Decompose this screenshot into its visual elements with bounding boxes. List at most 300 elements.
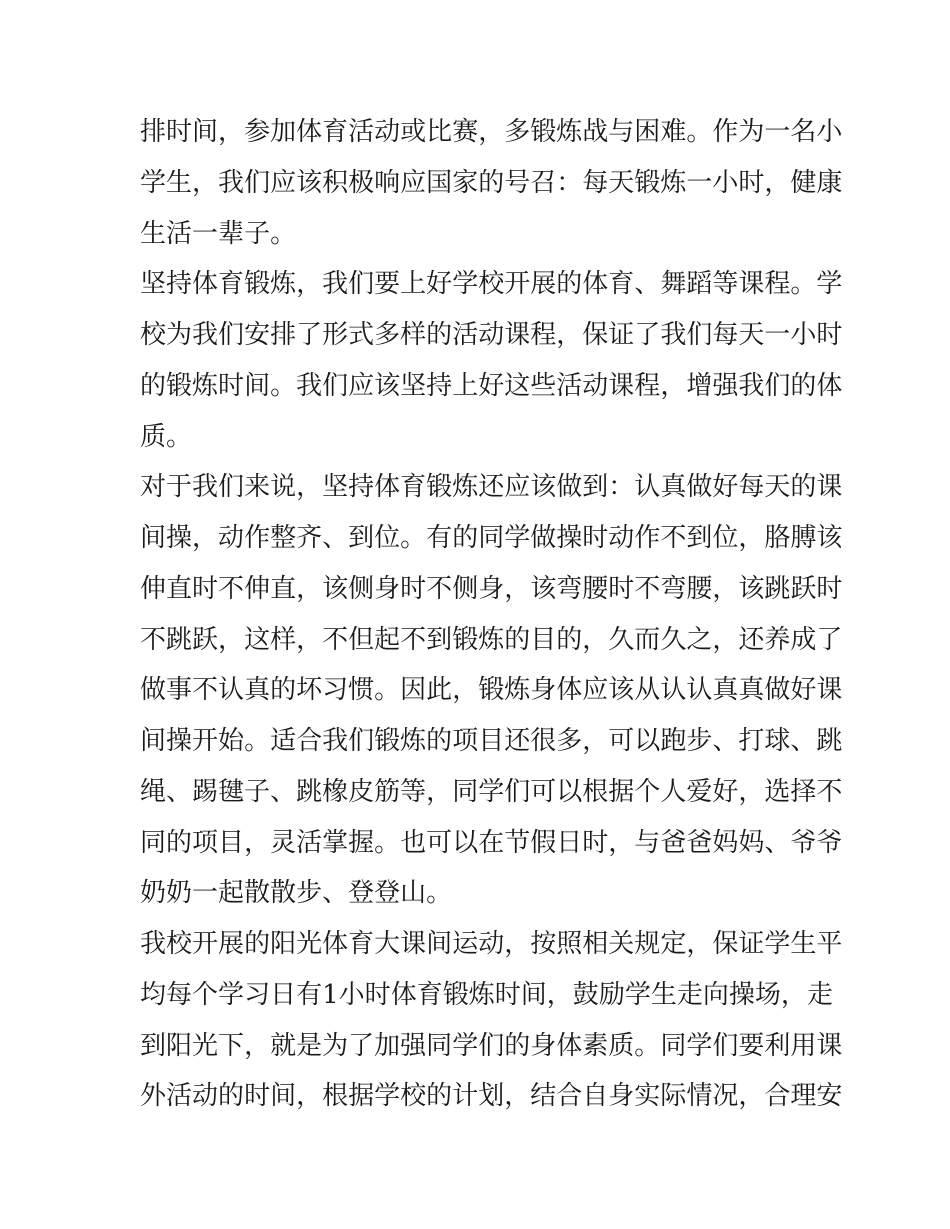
text-glyph: 锻 [374, 726, 401, 756]
text-glyph: 对 [140, 472, 167, 503]
text-glyph: 时 [816, 320, 843, 350]
text-glyph: 锻 [426, 472, 453, 503]
text-glyph: 跃 [192, 624, 219, 655]
text-glyph: 根 [582, 776, 609, 807]
text-glyph: 间 [192, 117, 219, 147]
text-glyph: 。 [270, 218, 297, 249]
text-glyph: 球 [764, 726, 791, 756]
text-glyph: ， [686, 929, 713, 959]
text-glyph: 起 [218, 878, 245, 909]
text-glyph: 一 [192, 218, 219, 249]
text-glyph: 到 [686, 523, 713, 553]
text-line [140, 310, 843, 361]
text-glyph: 为 [322, 1030, 349, 1061]
text-glyph: 生 [650, 979, 677, 1010]
text-line [140, 665, 843, 716]
text-glyph: ， [244, 1030, 271, 1061]
text-glyph: 而 [634, 624, 661, 655]
text-glyph: 的 [140, 370, 167, 401]
text-glyph: 战 [582, 117, 609, 147]
text-glyph: 好 [790, 675, 817, 706]
text-glyph: 为 [738, 117, 765, 147]
text-glyph: 了 [296, 320, 323, 350]
text-glyph: 久 [660, 624, 687, 655]
text-glyph: 目 [530, 624, 557, 655]
text-glyph: 间 [140, 523, 167, 553]
text-glyph: 相 [582, 929, 609, 959]
text-glyph: 可 [608, 726, 635, 756]
text-glyph: ， [296, 573, 323, 604]
text-glyph: 学 [764, 929, 791, 959]
text-glyph: 的 [790, 370, 817, 401]
text-glyph: 课 [400, 929, 427, 959]
text-glyph: 散 [270, 878, 297, 909]
text-glyph: 光 [296, 929, 323, 959]
text-glyph: 说 [270, 472, 297, 503]
text-glyph: 伸 [244, 573, 271, 604]
text-glyph: 但 [348, 624, 375, 655]
text-glyph: 的 [504, 624, 531, 655]
text-glyph: 不 [634, 573, 661, 604]
text-glyph: 该 [608, 675, 635, 706]
text-glyph: 到 [140, 1030, 167, 1061]
text-glyph: 炼 [270, 269, 297, 300]
text-glyph: 们 [322, 370, 349, 401]
text-glyph: 应 [348, 370, 375, 401]
text-glyph: 体 [556, 675, 583, 706]
text-glyph: 据 [608, 776, 635, 807]
text-glyph: 该 [374, 370, 401, 401]
text-glyph: 小 [712, 167, 739, 198]
text-glyph: 学 [218, 979, 245, 1010]
text-glyph: 该 [530, 472, 557, 503]
text-glyph: 小 [790, 320, 817, 350]
text-glyph: 很 [530, 726, 557, 756]
text-glyph: 时 [816, 573, 843, 604]
text-glyph: 的 [556, 269, 583, 300]
text-glyph: 养 [764, 624, 791, 655]
text-glyph: 直 [270, 573, 297, 604]
text-glyph: 学 [686, 1030, 713, 1061]
text-glyph: 极 [348, 167, 375, 198]
text-line [140, 716, 843, 767]
text-line [140, 209, 812, 260]
text-line [140, 564, 843, 615]
text-glyph: 不 [140, 624, 167, 655]
text-glyph: 与 [634, 827, 661, 858]
text-glyph: 天 [764, 472, 791, 503]
text-glyph: 爷 [790, 827, 817, 858]
text-glyph: 课 [816, 675, 843, 706]
text-glyph: 康 [816, 167, 843, 198]
text-glyph: 赛 [452, 117, 479, 147]
text-glyph: 场 [754, 979, 781, 1010]
text-glyph: 励 [598, 979, 625, 1010]
text-glyph: 排 [140, 117, 167, 147]
text-glyph: 坚 [400, 370, 427, 401]
text-glyph: 活 [556, 370, 583, 401]
text-glyph: 等 [400, 776, 427, 807]
text-glyph: 还 [504, 726, 531, 756]
text-glyph: 应 [504, 472, 531, 503]
text-glyph: 、 [322, 878, 349, 909]
text-glyph: 不 [322, 624, 349, 655]
text-glyph: 。 [400, 523, 427, 553]
text-glyph: 我 [660, 320, 687, 350]
body-text [140, 107, 843, 1122]
text-glyph: 绳 [140, 776, 167, 807]
text-glyph: 选 [764, 776, 791, 807]
text-glyph: 之 [686, 624, 713, 655]
text-glyph: 炼 [478, 624, 505, 655]
text-glyph: 比 [426, 117, 453, 147]
text-glyph: 做 [530, 523, 557, 553]
text-glyph: 形 [322, 320, 349, 350]
text-glyph: 锻 [452, 624, 479, 655]
text-glyph: ， [504, 573, 531, 604]
text-line [140, 462, 843, 513]
text-glyph: 体 [816, 370, 843, 401]
text-glyph: 排 [270, 320, 297, 350]
text-glyph: ， [296, 269, 323, 300]
text-glyph: 了 [348, 1030, 375, 1061]
text-glyph: 实 [634, 1081, 661, 1112]
text-glyph: 成 [790, 624, 817, 655]
text-glyph: 日 [556, 827, 583, 858]
text-glyph: 事 [166, 675, 193, 706]
text-glyph: 校 [400, 1081, 427, 1112]
text-glyph: 加 [270, 117, 297, 147]
text-glyph: 时 [192, 573, 219, 604]
text-glyph: 真 [660, 472, 687, 503]
text-glyph: 程 [530, 320, 557, 350]
text-glyph: 假 [530, 827, 557, 858]
text-glyph: 炼 [192, 370, 219, 401]
text-glyph: 时 [244, 1081, 271, 1112]
text-glyph: 动 [218, 523, 245, 553]
text-glyph: 锻 [478, 675, 505, 706]
text-glyph: 天 [738, 320, 765, 350]
text-glyph: 生 [790, 929, 817, 959]
text-glyph: 参 [244, 117, 271, 147]
text-line [140, 412, 812, 463]
text-glyph: 们 [712, 1030, 739, 1061]
text-glyph: 1 [322, 979, 339, 1010]
text-glyph: 不 [400, 624, 427, 655]
text-glyph: 育 [400, 472, 427, 503]
text-glyph: 时 [738, 167, 765, 198]
text-glyph: 体 [322, 929, 349, 959]
text-glyph: 间 [244, 370, 271, 401]
text-glyph: 不 [218, 573, 245, 604]
text-glyph: 妈 [738, 827, 765, 858]
text-glyph: 择 [790, 776, 817, 807]
text-glyph: 坚 [322, 472, 349, 503]
text-glyph: 个 [192, 979, 219, 1010]
text-glyph: 炼 [400, 726, 427, 756]
text-glyph: 一 [764, 320, 791, 350]
text-glyph: 外 [140, 1081, 167, 1112]
text-glyph: 坏 [296, 675, 323, 706]
text-glyph: 于 [166, 472, 193, 503]
text-glyph: 走 [676, 979, 703, 1010]
text-glyph: 要 [374, 269, 401, 300]
text-glyph: 身 [530, 1030, 557, 1061]
text-glyph: 的 [790, 472, 817, 503]
text-glyph: 样 [270, 624, 297, 655]
text-glyph: 校 [166, 929, 193, 959]
text-glyph: 要 [738, 1030, 765, 1061]
text-glyph: 况 [712, 1081, 739, 1112]
text-glyph: 步 [686, 726, 713, 756]
text-glyph: 炼 [504, 675, 531, 706]
text-glyph: 阳 [166, 1030, 193, 1061]
text-glyph: 好 [478, 370, 505, 401]
text-glyph: 样 [400, 320, 427, 350]
text-glyph: 课 [504, 320, 531, 350]
text-glyph: 应 [582, 675, 609, 706]
text-line [140, 970, 833, 1021]
text-glyph: 学 [504, 523, 531, 553]
text-glyph: 动 [478, 929, 505, 959]
text-glyph: 间 [270, 1081, 297, 1112]
text-glyph: 身 [374, 573, 401, 604]
text-glyph: 应 [270, 167, 297, 198]
text-glyph: 时 [166, 117, 193, 147]
text-glyph: 做 [556, 472, 583, 503]
text-glyph: 该 [322, 573, 349, 604]
text-glyph: 同 [478, 523, 505, 553]
text-glyph: 利 [764, 1030, 791, 1061]
text-glyph: 计 [452, 1081, 479, 1112]
text-glyph: 辈 [218, 218, 245, 249]
text-glyph: 保 [582, 320, 609, 350]
text-glyph: 学 [478, 776, 505, 807]
text-glyph: ， [452, 675, 479, 706]
text-glyph: ， [478, 117, 505, 147]
text-glyph: 操 [728, 979, 755, 1010]
text-glyph: 作 [634, 523, 661, 553]
text-glyph: 。 [686, 117, 713, 147]
text-glyph: 跳 [166, 624, 193, 655]
text-glyph: 、 [322, 523, 349, 553]
text-glyph: 增 [686, 370, 713, 401]
text-glyph: 育 [348, 929, 375, 959]
text-line [140, 259, 843, 310]
text-glyph: 锻 [634, 167, 661, 198]
text-glyph: 体 [582, 269, 609, 300]
text-glyph: 。 [166, 421, 193, 452]
text-glyph: 跃 [790, 573, 817, 604]
text-glyph: 登 [374, 878, 401, 909]
text-glyph: 开 [192, 726, 219, 756]
text-glyph: 小 [338, 979, 365, 1010]
text-glyph: ， [582, 726, 609, 756]
text-glyph: 节 [504, 827, 531, 858]
text-glyph: 上 [452, 370, 479, 401]
text-glyph: 直 [166, 573, 193, 604]
text-glyph: 蹈 [686, 269, 713, 300]
text-glyph: 阳 [270, 929, 297, 959]
text-glyph: 平 [816, 929, 843, 959]
text-glyph: 安 [244, 320, 271, 350]
text-glyph: 们 [764, 370, 791, 401]
text-glyph: 动 [608, 523, 635, 553]
text-glyph: 子 [244, 776, 271, 807]
text-glyph: ， [504, 1081, 531, 1112]
text-glyph: 不 [426, 573, 453, 604]
text-glyph: 始 [218, 726, 245, 756]
text-glyph: 多 [504, 117, 531, 147]
text-glyph: 锻 [442, 979, 469, 1010]
text-line [140, 919, 843, 970]
text-glyph: 做 [764, 675, 791, 706]
text-glyph: 时 [582, 523, 609, 553]
text-glyph: 散 [244, 878, 271, 909]
text-glyph: 个 [634, 776, 661, 807]
text-glyph: 安 [816, 1081, 843, 1112]
text-glyph: 多 [556, 726, 583, 756]
text-glyph: 到 [426, 624, 453, 655]
text-glyph: 打 [738, 726, 765, 756]
text-glyph: 时 [400, 573, 427, 604]
text-glyph: 课 [816, 1030, 843, 1061]
text-glyph: 均 [140, 979, 167, 1010]
text-glyph: 锻 [530, 117, 557, 147]
text-glyph: 爸 [660, 827, 687, 858]
text-glyph: 做 [686, 472, 713, 503]
text-glyph: ， [296, 1081, 323, 1112]
text-glyph: 保 [712, 929, 739, 959]
text-glyph: 爸 [686, 827, 713, 858]
text-glyph: 加 [374, 1030, 401, 1061]
text-glyph: 关 [608, 929, 635, 959]
text-glyph: 就 [270, 1030, 297, 1061]
text-glyph: ， [712, 624, 739, 655]
text-glyph: ， [738, 1081, 765, 1112]
text-glyph: 到 [582, 472, 609, 503]
text-glyph: 我 [738, 370, 765, 401]
text-glyph: 爱 [686, 776, 713, 807]
text-glyph: 学 [452, 1030, 479, 1061]
text-glyph: 坚 [140, 269, 167, 300]
text-glyph: ， [218, 117, 245, 147]
text-glyph: ， [426, 776, 453, 807]
text-glyph: 以 [556, 776, 583, 807]
text-glyph: 惯 [348, 675, 375, 706]
text-glyph: 天 [608, 167, 635, 198]
text-glyph: 持 [426, 370, 453, 401]
text-glyph: 规 [634, 929, 661, 959]
text-line [140, 615, 843, 666]
text-glyph: 整 [270, 523, 297, 553]
text-glyph: 炼 [556, 117, 583, 147]
text-glyph: 可 [530, 776, 557, 807]
text-glyph: 腰 [582, 573, 609, 604]
text-glyph: 好 [712, 472, 739, 503]
text-glyph: 胳 [764, 523, 791, 553]
text-glyph: 体 [374, 472, 401, 503]
text-glyph: 以 [634, 726, 661, 756]
text-glyph: 炼 [468, 979, 495, 1010]
text-glyph: 真 [244, 675, 271, 706]
text-glyph: 位 [374, 523, 401, 553]
text-glyph: ， [504, 929, 531, 959]
text-glyph: 真 [738, 675, 765, 706]
text-glyph: 号 [504, 167, 531, 198]
text-glyph: ： [556, 167, 583, 198]
text-glyph: 程 [634, 370, 661, 401]
text-glyph: 育 [608, 269, 635, 300]
text-glyph: 质 [608, 1030, 635, 1061]
text-glyph: 体 [390, 979, 417, 1010]
text-glyph: 每 [166, 979, 193, 1010]
text-glyph: 体 [556, 1030, 583, 1061]
text-glyph: 校 [140, 320, 167, 350]
text-glyph: 我 [322, 269, 349, 300]
text-glyph: 。 [426, 878, 453, 909]
text-glyph: 名 [790, 117, 817, 147]
text-glyph: 以 [452, 827, 479, 858]
text-glyph: 可 [426, 827, 453, 858]
text-glyph: 理 [790, 1081, 817, 1112]
text-glyph: 在 [478, 827, 505, 858]
text-glyph: 伸 [140, 573, 167, 604]
text-glyph: 此 [426, 675, 453, 706]
text-glyph: 程 [764, 269, 791, 300]
text-glyph: 还 [738, 624, 765, 655]
text-glyph: 目 [478, 726, 505, 756]
text-glyph: ， [712, 573, 739, 604]
text-glyph: 我 [322, 726, 349, 756]
text-glyph: 间 [426, 929, 453, 959]
text-glyph: 握 [348, 827, 375, 858]
text-glyph: 跳 [816, 726, 843, 756]
text-glyph: 强 [400, 1030, 427, 1061]
text-glyph: 身 [530, 675, 557, 706]
text-glyph: 身 [478, 573, 505, 604]
text-glyph: 时 [608, 573, 635, 604]
text-glyph: ， [738, 523, 765, 553]
text-glyph: 的 [244, 929, 271, 959]
text-glyph: 根 [322, 1081, 349, 1112]
text-glyph: 爷 [816, 827, 843, 858]
text-glyph: 上 [400, 269, 427, 300]
text-glyph: 。 [790, 269, 817, 300]
text-glyph: 奶 [140, 878, 167, 909]
text-glyph: 证 [608, 320, 635, 350]
text-glyph: 炼 [660, 167, 687, 198]
text-glyph: 活 [296, 827, 323, 858]
text-glyph: 素 [582, 1030, 609, 1061]
text-glyph: ， [556, 320, 583, 350]
text-glyph: 、 [270, 776, 297, 807]
text-glyph: 筋 [374, 776, 401, 807]
text-glyph: 结 [530, 1081, 557, 1112]
text-glyph: 定 [660, 929, 687, 959]
text-glyph: 学 [816, 269, 843, 300]
text-glyph: 证 [738, 929, 765, 959]
text-glyph: 们 [348, 269, 375, 300]
text-glyph: 生 [140, 218, 167, 249]
text-glyph: 炼 [452, 472, 479, 503]
text-glyph: 弯 [660, 573, 687, 604]
text-glyph: 响 [374, 167, 401, 198]
text-glyph: 大 [374, 929, 401, 959]
text-glyph: 的 [478, 167, 505, 198]
text-glyph: 持 [166, 269, 193, 300]
text-glyph: 锻 [244, 269, 271, 300]
